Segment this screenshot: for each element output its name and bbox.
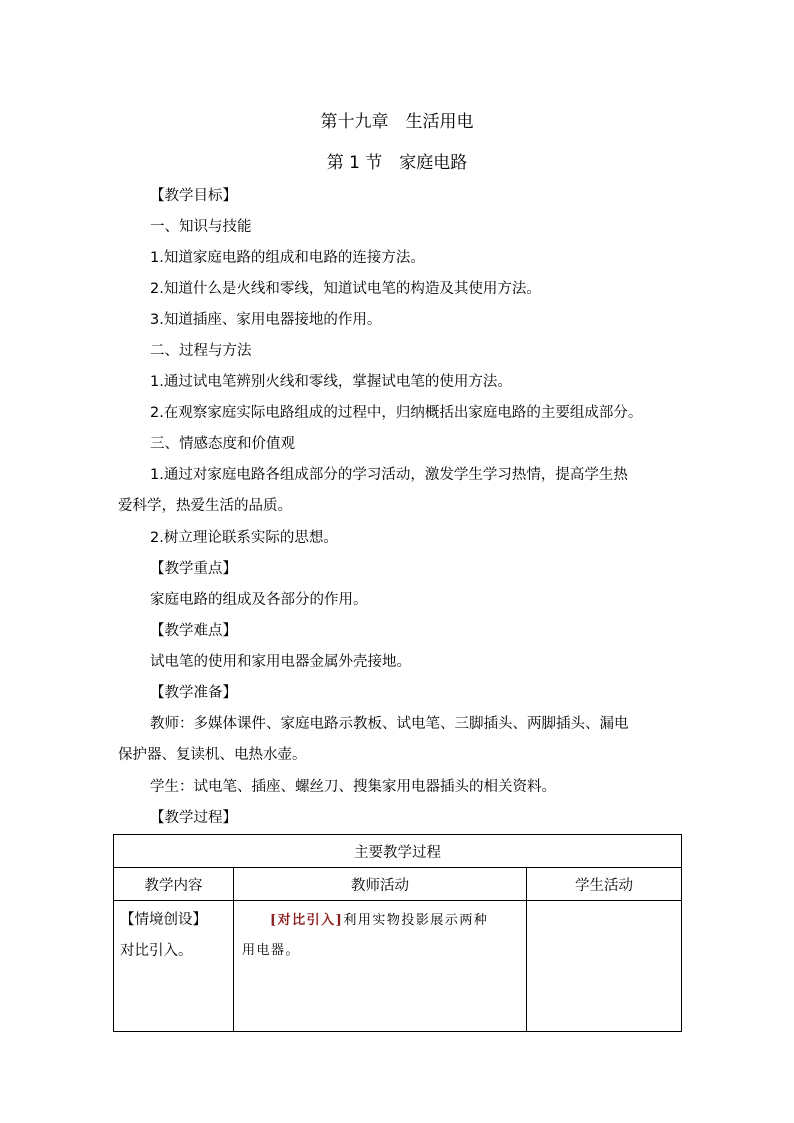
section-title: 第 1 节 家庭电路: [326, 153, 468, 173]
difficulty-text: 试电笔的使用和家用电器金属外壳接地。: [150, 654, 411, 670]
process-table-heading: 【教学过程】: [150, 810, 237, 826]
content-cell: [114, 901, 234, 1032]
teaching-process-table: [113, 834, 682, 1032]
table-row: [114, 901, 682, 1032]
knowledge-item-2: 2.知道什么是火线和零线，知道试电笔的构造及其使用方法。: [150, 281, 541, 297]
student-cell: [527, 901, 682, 1032]
prep-heading: 【教学准备】: [150, 685, 237, 701]
table-header-student: 学生活动: [527, 868, 682, 901]
teacher-prep: 教师：多媒体课件、家庭电路示教板、试电笔、三脚插头、两脚插头、漏电: [150, 716, 629, 732]
teacher-prep-cont: 保护器、复读机、电热水壶。: [118, 747, 307, 763]
teacher-cell: [234, 901, 527, 1032]
table-header-content: 教学内容: [114, 868, 234, 901]
emotion-heading: 三、情感态度和价值观: [150, 436, 295, 452]
process-heading: 二、过程与方法: [150, 343, 252, 359]
teacher-text: 利用实物投影展示两种: [343, 913, 489, 928]
knowledge-item-1: 1.知道家庭电路的组成和电路的连接方法。: [150, 250, 425, 266]
student-prep: 学生：试电笔、插座、螺丝刀、搜集家用电器插头的相关资料。: [150, 779, 556, 795]
content-stage: 【情境创设】: [120, 912, 207, 928]
teacher-tag: [对比引入]: [270, 913, 344, 928]
table-title: 主要教学过程: [114, 835, 682, 868]
objectives-heading: 【教学目标】: [150, 188, 237, 204]
difficulty-heading: 【教学难点】: [150, 623, 237, 639]
process-item-1: 1.通过试电笔辨别火线和零线，掌握试电笔的使用方法。: [150, 374, 512, 390]
content-desc: 对比引入。: [120, 943, 193, 959]
process-item-2: 2.在观察家庭实际电路组成的过程中，归纳概括出家庭电路的主要组成部分。: [150, 405, 643, 421]
emotion-item-1: 1.通过对家庭电路各组成部分的学习活动，激发学生学习热情，提高学生热: [150, 467, 628, 483]
knowledge-heading: 一、知识与技能: [150, 219, 252, 235]
chapter-title: 第十九章 生活用电: [320, 112, 474, 132]
key-text: 家庭电路的组成及各部分的作用。: [150, 592, 368, 608]
emotion-item-2: 2.树立理论联系实际的思想。: [150, 530, 338, 546]
emotion-item-1-cont: 爱科学，热爱生活的品质。: [118, 498, 292, 514]
teacher-text-cont: 用电器。: [242, 943, 301, 958]
key-heading: 【教学重点】: [150, 561, 237, 577]
table-header-teacher: 教师活动: [234, 868, 527, 901]
knowledge-item-3: 3.知道插座、家用电器接地的作用。: [150, 312, 382, 328]
